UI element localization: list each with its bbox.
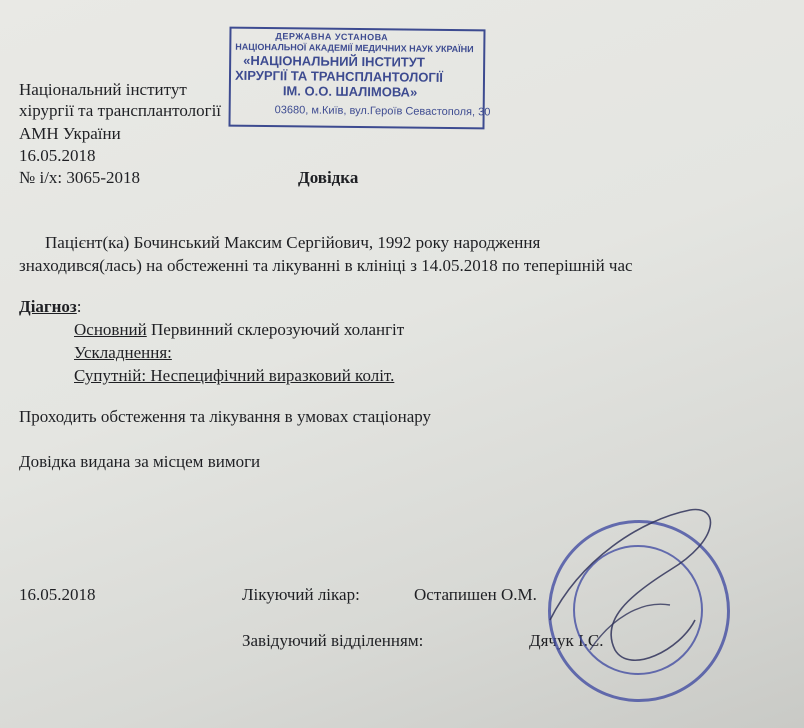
- signature-icon: [520, 500, 740, 680]
- document-number: № і/х: 3065-2018: [19, 168, 141, 187]
- diagnosis-heading: [19, 297, 82, 317]
- main-diagnosis-label: Основний: [74, 320, 147, 339]
- head-label: Завідуючий відділенням:: [242, 631, 424, 650]
- org-line: Національний інститут: [19, 80, 187, 99]
- stamp-line: ХІРУРГІЇ ТА ТРАНСПЛАНТОЛОГІЇ: [234, 67, 444, 85]
- doctor-label: Лікуючий лікар:: [242, 585, 360, 604]
- patient-line: Пацієнт(ка) Бочинський Максим Сергійович, 1992 року народження: [45, 233, 541, 252]
- doctor-name: Остапишен О.М.: [414, 585, 537, 604]
- stamp-address: 03680, м.Київ, вул.Героїв Севастополя, 30: [274, 104, 491, 119]
- header-date: 16.05.2018: [19, 146, 96, 165]
- diagnosis-label: Діагноз: [19, 297, 77, 316]
- head-name: Дячук І.С.: [529, 631, 604, 650]
- org-line: хірургії та трансплантології: [19, 101, 222, 120]
- org-line: АМН України: [19, 124, 121, 143]
- main-diagnosis: [74, 320, 404, 340]
- stamp-line: ДЕРЖАВНА УСТАНОВА: [275, 31, 389, 43]
- stamp-line: НАЦІОНАЛЬНОЇ АКАДЕМІЇ МЕДИЧНИХ НАУК УКРАЇНИ: [235, 41, 474, 55]
- patient-line: знаходився(лась) на обстеженні та лікуванні в клініці з 14.05.2018 по теперішній час: [19, 256, 633, 275]
- diagnosis-colon: :: [76, 297, 82, 316]
- institution-stamp: [228, 27, 491, 130]
- main-diagnosis-value: Первинний склерозуючий холангіт: [146, 320, 405, 339]
- concomitant-diagnosis: Супутній: Неспецифічний виразковий коліт.: [74, 366, 395, 385]
- stamp-line: «НАЦІОНАЛЬНИЙ ІНСТИТУТ: [243, 52, 425, 70]
- footer-date: 16.05.2018: [19, 585, 96, 604]
- document-title: Довідка: [298, 168, 359, 187]
- stamp-line: ІМ. О.О. ШАЛІМОВА»: [282, 83, 418, 100]
- complications: Ускладнення:: [74, 343, 172, 362]
- treatment-note: Проходить обстеження та лікування в умовах стаціонару: [19, 407, 432, 426]
- issued-note: Довідка видана за місцем вимоги: [19, 452, 261, 471]
